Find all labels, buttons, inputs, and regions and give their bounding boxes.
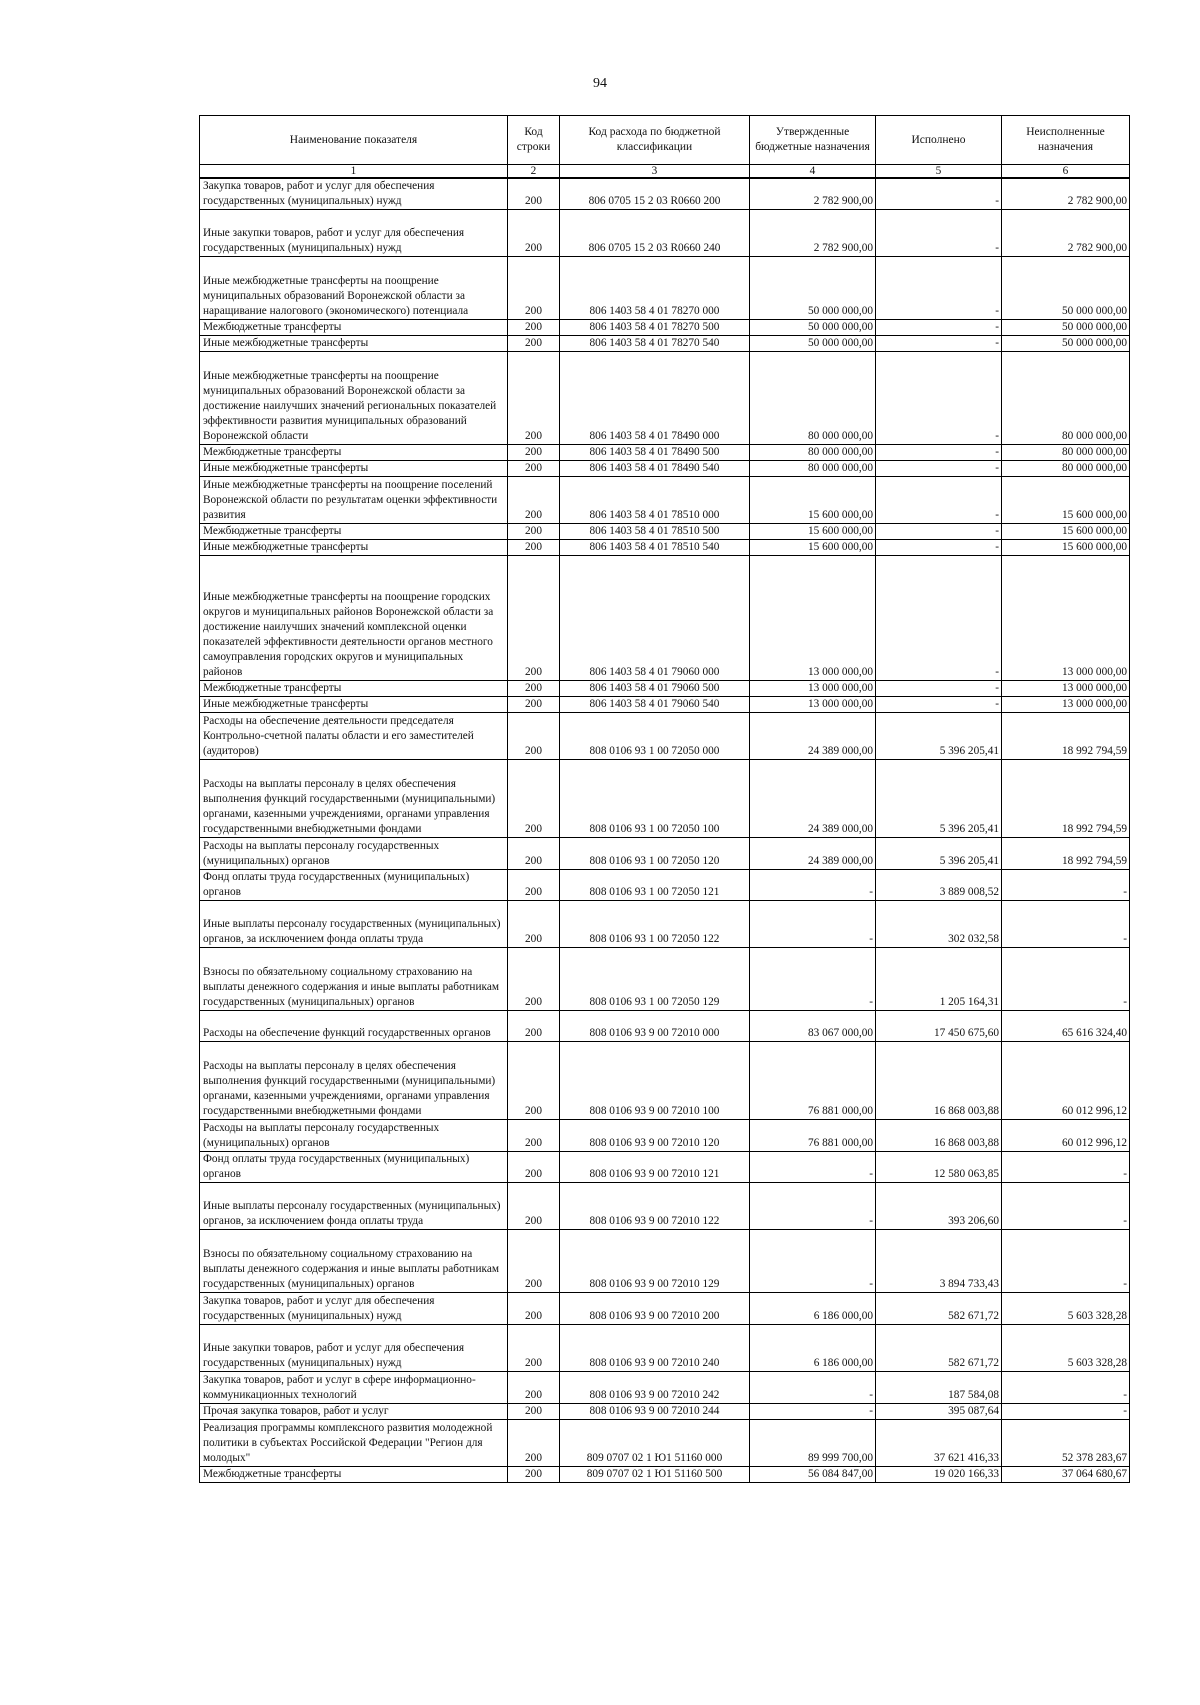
- table-row: [200, 1042, 1130, 1120]
- row-code: 200: [508, 1293, 560, 1325]
- row-name: Иные межбюджетные трансферты: [200, 336, 508, 352]
- row-name: Взносы по обязательному социальному страхованию на выплаты денежного содержания и иные выплаты работникам государственных (муниципальных) органов: [200, 1230, 508, 1293]
- header-name: Наименование показателя: [200, 116, 508, 165]
- row-approved: 13 000 000,00: [750, 556, 876, 681]
- table-row: [200, 445, 1130, 461]
- row-classification: 806 1403 58 4 01 78490 000: [560, 352, 750, 445]
- row-code: 200: [508, 1120, 560, 1152]
- column-number-row: [200, 165, 1130, 179]
- row-name: Реализация программы комплексного развития молодежной политики в субъектах Российской Федерации "Регион для молодых": [200, 1420, 508, 1467]
- header-approved: Утвержденные бюджетные назначения: [750, 116, 876, 165]
- table-row: [200, 352, 1130, 445]
- column-number: 1: [200, 165, 508, 179]
- row-approved: 15 600 000,00: [750, 477, 876, 524]
- row-name: Иные межбюджетные трансферты: [200, 461, 508, 477]
- row-classification: 806 1403 58 4 01 78510 540: [560, 540, 750, 556]
- row-executed: 5 396 205,41: [876, 713, 1002, 760]
- row-classification: 806 0705 15 2 03 R0660 240: [560, 210, 750, 257]
- row-classification: 806 1403 58 4 01 78510 000: [560, 477, 750, 524]
- row-unexecuted: 52 378 283,67: [1002, 1420, 1130, 1467]
- row-approved: -: [750, 1230, 876, 1293]
- row-approved: 6 186 000,00: [750, 1325, 876, 1372]
- row-classification: 808 0106 93 1 00 72050 100: [560, 760, 750, 838]
- row-name: Расходы на обеспечение деятельности председателя Контрольно-счетной палаты области и его заместителей (аудиторов): [200, 713, 508, 760]
- row-code: 200: [508, 760, 560, 838]
- row-code: 200: [508, 336, 560, 352]
- row-approved: 80 000 000,00: [750, 461, 876, 477]
- row-classification: 806 1403 58 4 01 79060 000: [560, 556, 750, 681]
- row-approved: 89 999 700,00: [750, 1420, 876, 1467]
- row-classification: 808 0106 93 9 00 72010 240: [560, 1325, 750, 1372]
- row-classification: 809 0707 02 1 Ю1 51160 000: [560, 1420, 750, 1467]
- row-name: Иные закупки товаров, работ и услуг для обеспечения государственных (муниципальных) нужд: [200, 210, 508, 257]
- row-classification: 808 0106 93 1 00 72050 122: [560, 901, 750, 948]
- row-approved: 24 389 000,00: [750, 713, 876, 760]
- row-executed: 582 671,72: [876, 1293, 1002, 1325]
- row-code: 200: [508, 540, 560, 556]
- row-executed: -: [876, 320, 1002, 336]
- row-unexecuted: 18 992 794,59: [1002, 760, 1130, 838]
- row-approved: 13 000 000,00: [750, 681, 876, 697]
- row-code: 200: [508, 838, 560, 870]
- header-row: [200, 116, 1130, 165]
- row-code: 200: [508, 713, 560, 760]
- row-classification: 808 0106 93 9 00 72010 122: [560, 1183, 750, 1230]
- column-number: 5: [876, 165, 1002, 179]
- row-name: Иные межбюджетные трансферты на поощрение городских округов и муниципальных районов Воронежской области за достижение наилучших значений комплексной оценки показателей эффективности деятельности органов местного самоуправления городских округов и муниципальных районов: [200, 556, 508, 681]
- row-code: 200: [508, 1230, 560, 1293]
- table-row: [200, 1120, 1130, 1152]
- row-classification: 809 0707 02 1 Ю1 51160 500: [560, 1467, 750, 1483]
- row-code: 200: [508, 1404, 560, 1420]
- row-unexecuted: -: [1002, 1372, 1130, 1404]
- row-approved: -: [750, 1152, 876, 1183]
- row-unexecuted: 18 992 794,59: [1002, 713, 1130, 760]
- row-classification: 808 0106 93 9 00 72010 129: [560, 1230, 750, 1293]
- row-name: Межбюджетные трансферты: [200, 445, 508, 461]
- row-name: Фонд оплаты труда государственных (муниципальных) органов: [200, 1152, 508, 1183]
- table-row: [200, 948, 1130, 1011]
- row-code: 200: [508, 948, 560, 1011]
- row-unexecuted: -: [1002, 1183, 1130, 1230]
- row-unexecuted: 50 000 000,00: [1002, 257, 1130, 320]
- row-approved: -: [750, 1183, 876, 1230]
- column-number: 2: [508, 165, 560, 179]
- row-unexecuted: 15 600 000,00: [1002, 524, 1130, 540]
- row-unexecuted: 60 012 996,12: [1002, 1042, 1130, 1120]
- row-executed: 3 889 008,52: [876, 870, 1002, 901]
- row-executed: -: [876, 352, 1002, 445]
- row-unexecuted: -: [1002, 948, 1130, 1011]
- row-approved: -: [750, 870, 876, 901]
- row-unexecuted: 15 600 000,00: [1002, 477, 1130, 524]
- row-classification: 808 0106 93 9 00 72010 121: [560, 1152, 750, 1183]
- row-name: Закупка товаров, работ и услуг для обеспечения государственных (муниципальных) нужд: [200, 178, 508, 210]
- row-code: 200: [508, 524, 560, 540]
- row-approved: 6 186 000,00: [750, 1293, 876, 1325]
- table-row: [200, 461, 1130, 477]
- row-code: 200: [508, 461, 560, 477]
- row-name: Иные выплаты персоналу государственных (муниципальных) органов, за исключением фонда оплаты труда: [200, 1183, 508, 1230]
- row-code: 200: [508, 1467, 560, 1483]
- row-unexecuted: 2 782 900,00: [1002, 210, 1130, 257]
- row-classification: 808 0106 93 9 00 72010 200: [560, 1293, 750, 1325]
- table-row: [200, 1230, 1130, 1293]
- row-unexecuted: 5 603 328,28: [1002, 1325, 1130, 1372]
- header-classification: Код расхода по бюджетной классификации: [560, 116, 750, 165]
- row-approved: 76 881 000,00: [750, 1120, 876, 1152]
- row-name: Расходы на выплаты персоналу в целях обеспечения выполнения функций государственными (муниципальными) органами, казенными учреждениями, органами управления государственными внебюджетными фондами: [200, 1042, 508, 1120]
- row-executed: -: [876, 697, 1002, 713]
- row-classification: 808 0106 93 9 00 72010 244: [560, 1404, 750, 1420]
- row-approved: 2 782 900,00: [750, 210, 876, 257]
- row-unexecuted: 50 000 000,00: [1002, 336, 1130, 352]
- row-code: 200: [508, 257, 560, 320]
- row-name: Закупка товаров, работ и услуг в сфере информационно-коммуникационных технологий: [200, 1372, 508, 1404]
- row-approved: 24 389 000,00: [750, 838, 876, 870]
- row-executed: -: [876, 681, 1002, 697]
- row-unexecuted: -: [1002, 1230, 1130, 1293]
- row-executed: 5 396 205,41: [876, 838, 1002, 870]
- row-executed: -: [876, 556, 1002, 681]
- row-classification: 808 0106 93 1 00 72050 000: [560, 713, 750, 760]
- row-executed: 5 396 205,41: [876, 760, 1002, 838]
- row-executed: 37 621 416,33: [876, 1420, 1002, 1467]
- row-executed: -: [876, 210, 1002, 257]
- row-unexecuted: 80 000 000,00: [1002, 352, 1130, 445]
- row-name: Иные закупки товаров, работ и услуг для обеспечения государственных (муниципальных) нужд: [200, 1325, 508, 1372]
- row-name: Иные межбюджетные трансферты на поощрение поселений Воронежской области по результатам оценки эффективности развития: [200, 477, 508, 524]
- row-name: Иные межбюджетные трансферты: [200, 697, 508, 713]
- row-code: 200: [508, 697, 560, 713]
- row-classification: 808 0106 93 9 00 72010 100: [560, 1042, 750, 1120]
- table-row: [200, 1372, 1130, 1404]
- row-executed: -: [876, 336, 1002, 352]
- column-number: 6: [1002, 165, 1130, 179]
- row-name: Межбюджетные трансферты: [200, 1467, 508, 1483]
- row-classification: 806 1403 58 4 01 79060 540: [560, 697, 750, 713]
- row-executed: -: [876, 257, 1002, 320]
- column-number: 3: [560, 165, 750, 179]
- table-row: [200, 697, 1130, 713]
- table-row: [200, 320, 1130, 336]
- row-name: Иные межбюджетные трансферты: [200, 540, 508, 556]
- row-executed: 16 868 003,88: [876, 1120, 1002, 1152]
- row-executed: 393 206,60: [876, 1183, 1002, 1230]
- row-unexecuted: 80 000 000,00: [1002, 445, 1130, 461]
- row-executed: 19 020 166,33: [876, 1467, 1002, 1483]
- row-unexecuted: 50 000 000,00: [1002, 320, 1130, 336]
- row-executed: 1 205 164,31: [876, 948, 1002, 1011]
- table-row: [200, 760, 1130, 838]
- table-row: [200, 901, 1130, 948]
- table-row: [200, 477, 1130, 524]
- row-unexecuted: 5 603 328,28: [1002, 1293, 1130, 1325]
- row-code: 200: [508, 1325, 560, 1372]
- row-classification: 806 1403 58 4 01 78510 500: [560, 524, 750, 540]
- table-row: [200, 1420, 1130, 1467]
- row-unexecuted: 60 012 996,12: [1002, 1120, 1130, 1152]
- row-approved: 2 782 900,00: [750, 178, 876, 210]
- row-code: 200: [508, 477, 560, 524]
- table-row: [200, 210, 1130, 257]
- row-executed: 17 450 675,60: [876, 1011, 1002, 1042]
- row-unexecuted: 13 000 000,00: [1002, 697, 1130, 713]
- row-name: Фонд оплаты труда государственных (муниципальных) органов: [200, 870, 508, 901]
- row-approved: 50 000 000,00: [750, 257, 876, 320]
- row-executed: 12 580 063,85: [876, 1152, 1002, 1183]
- row-code: 200: [508, 870, 560, 901]
- row-approved: -: [750, 948, 876, 1011]
- row-code: 200: [508, 1183, 560, 1230]
- row-code: 200: [508, 556, 560, 681]
- row-classification: 808 0106 93 9 00 72010 000: [560, 1011, 750, 1042]
- table-row: [200, 1183, 1130, 1230]
- row-unexecuted: 13 000 000,00: [1002, 556, 1130, 681]
- row-classification: 806 1403 58 4 01 78270 000: [560, 257, 750, 320]
- table-row: [200, 1467, 1130, 1483]
- row-name: Расходы на выплаты персоналу в целях обеспечения выполнения функций государственными (муниципальными) органами, казенными учреждениями, органами управления государственными внебюджетными фондами: [200, 760, 508, 838]
- row-code: 200: [508, 901, 560, 948]
- page-number: 94: [593, 76, 607, 91]
- table-row: [200, 1325, 1130, 1372]
- row-name: Иные выплаты персоналу государственных (муниципальных) органов, за исключением фонда оплаты труда: [200, 901, 508, 948]
- row-unexecuted: 13 000 000,00: [1002, 681, 1130, 697]
- row-name: Расходы на выплаты персоналу государственных (муниципальных) органов: [200, 1120, 508, 1152]
- row-classification: 806 1403 58 4 01 78490 540: [560, 461, 750, 477]
- table-row: [200, 257, 1130, 320]
- row-executed: -: [876, 524, 1002, 540]
- row-code: 200: [508, 210, 560, 257]
- row-classification: 806 1403 58 4 01 79060 500: [560, 681, 750, 697]
- row-approved: 76 881 000,00: [750, 1042, 876, 1120]
- row-name: Закупка товаров, работ и услуг для обеспечения государственных (муниципальных) нужд: [200, 1293, 508, 1325]
- row-approved: 50 000 000,00: [750, 320, 876, 336]
- row-classification: 808 0106 93 9 00 72010 120: [560, 1120, 750, 1152]
- row-approved: 83 067 000,00: [750, 1011, 876, 1042]
- column-number: 4: [750, 165, 876, 179]
- row-name: Расходы на выплаты персоналу государственных (муниципальных) органов: [200, 838, 508, 870]
- row-executed: -: [876, 540, 1002, 556]
- row-executed: -: [876, 178, 1002, 210]
- row-approved: -: [750, 1372, 876, 1404]
- row-unexecuted: 80 000 000,00: [1002, 461, 1130, 477]
- row-approved: 24 389 000,00: [750, 760, 876, 838]
- budget-execution-table: [199, 115, 1130, 1483]
- row-classification: 808 0106 93 1 00 72050 129: [560, 948, 750, 1011]
- row-classification: 808 0106 93 9 00 72010 242: [560, 1372, 750, 1404]
- row-name: Прочая закупка товаров, работ и услуг: [200, 1404, 508, 1420]
- row-name: Иные межбюджетные трансферты на поощрение муниципальных образований Воронежской области за наращивание налогового (экономического) потенциала: [200, 257, 508, 320]
- table-row: [200, 1152, 1130, 1183]
- row-name: Межбюджетные трансферты: [200, 524, 508, 540]
- row-executed: 16 868 003,88: [876, 1042, 1002, 1120]
- row-classification: 806 0705 15 2 03 R0660 200: [560, 178, 750, 210]
- row-approved: 15 600 000,00: [750, 540, 876, 556]
- table-row: [200, 1293, 1130, 1325]
- row-name: Расходы на обеспечение функций государственных органов: [200, 1011, 508, 1042]
- row-executed: 395 087,64: [876, 1404, 1002, 1420]
- row-classification: 806 1403 58 4 01 78270 540: [560, 336, 750, 352]
- row-executed: 582 671,72: [876, 1325, 1002, 1372]
- row-classification: 808 0106 93 1 00 72050 121: [560, 870, 750, 901]
- row-unexecuted: 37 064 680,67: [1002, 1467, 1130, 1483]
- row-unexecuted: -: [1002, 1152, 1130, 1183]
- row-unexecuted: 2 782 900,00: [1002, 178, 1130, 210]
- row-name: Иные межбюджетные трансферты на поощрение муниципальных образований Воронежской области за достижение наилучших значений региональных показателей эффективности развития муниципальных образований Воронежской области: [200, 352, 508, 445]
- row-approved: 13 000 000,00: [750, 697, 876, 713]
- table-row: [200, 556, 1130, 681]
- row-code: 200: [508, 1042, 560, 1120]
- row-approved: -: [750, 1404, 876, 1420]
- row-code: 200: [508, 1372, 560, 1404]
- header-executed: Исполнено: [876, 116, 1002, 165]
- row-code: 200: [508, 1152, 560, 1183]
- row-approved: 50 000 000,00: [750, 336, 876, 352]
- row-unexecuted: -: [1002, 870, 1130, 901]
- row-name: Межбюджетные трансферты: [200, 681, 508, 697]
- table-row: [200, 838, 1130, 870]
- table-row: [200, 870, 1130, 901]
- table-row: [200, 1011, 1130, 1042]
- header-code: Код строки: [508, 116, 560, 165]
- row-executed: 302 032,58: [876, 901, 1002, 948]
- row-name: Взносы по обязательному социальному страхованию на выплаты денежного содержания и иные выплаты работникам государственных (муниципальных) органов: [200, 948, 508, 1011]
- row-code: 200: [508, 1420, 560, 1467]
- row-classification: 808 0106 93 1 00 72050 120: [560, 838, 750, 870]
- row-code: 200: [508, 445, 560, 461]
- header-unexecuted: Неисполненные назначения: [1002, 116, 1130, 165]
- row-code: 200: [508, 352, 560, 445]
- row-classification: 806 1403 58 4 01 78270 500: [560, 320, 750, 336]
- table-row: [200, 540, 1130, 556]
- table-row: [200, 524, 1130, 540]
- row-code: 200: [508, 1011, 560, 1042]
- row-executed: -: [876, 477, 1002, 524]
- row-unexecuted: -: [1002, 1404, 1130, 1420]
- row-approved: 80 000 000,00: [750, 352, 876, 445]
- row-code: 200: [508, 681, 560, 697]
- row-executed: 187 584,08: [876, 1372, 1002, 1404]
- table-row: [200, 681, 1130, 697]
- row-executed: 3 894 733,43: [876, 1230, 1002, 1293]
- row-approved: 80 000 000,00: [750, 445, 876, 461]
- row-executed: -: [876, 445, 1002, 461]
- row-unexecuted: 65 616 324,40: [1002, 1011, 1130, 1042]
- row-approved: -: [750, 901, 876, 948]
- table-row: [200, 336, 1130, 352]
- row-executed: -: [876, 461, 1002, 477]
- row-unexecuted: -: [1002, 901, 1130, 948]
- row-unexecuted: 15 600 000,00: [1002, 540, 1130, 556]
- row-name: Межбюджетные трансферты: [200, 320, 508, 336]
- row-approved: 56 084 847,00: [750, 1467, 876, 1483]
- row-code: 200: [508, 178, 560, 210]
- row-code: 200: [508, 320, 560, 336]
- table-row: [200, 1404, 1130, 1420]
- table-row: [200, 713, 1130, 760]
- row-classification: 806 1403 58 4 01 78490 500: [560, 445, 750, 461]
- row-unexecuted: 18 992 794,59: [1002, 838, 1130, 870]
- table-row: [200, 178, 1130, 210]
- row-approved: 15 600 000,00: [750, 524, 876, 540]
